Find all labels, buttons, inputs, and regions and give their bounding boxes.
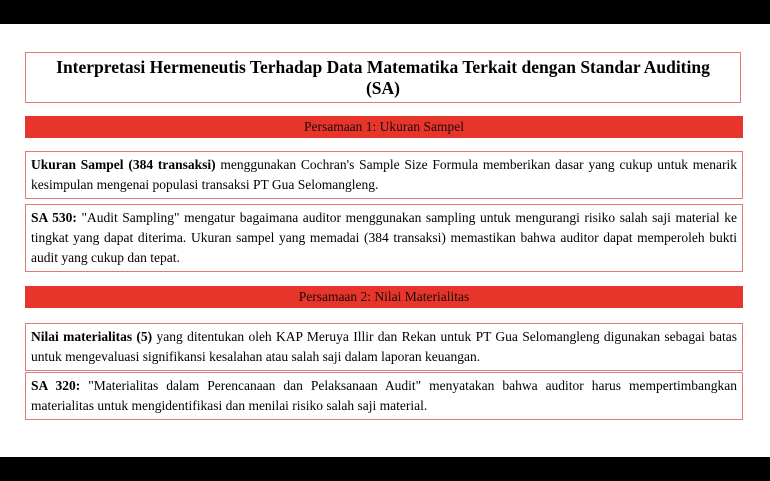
paragraph-text: yang ditentukan oleh KAP Meruya Illir dan Rekan untuk PT Gua Selomangleng digunakan sebagai batas untuk mengevaluasi signifikansi kesalahan atau salah saji dalam laporan keuangan. xyxy=(31,329,737,364)
paragraph-sa-530 xyxy=(25,204,743,272)
section-header-materiality xyxy=(25,286,743,308)
paragraph-lead: SA 320: xyxy=(31,378,81,393)
paragraph-text: "Audit Sampling" mengatur bagaimana auditor menggunakan sampling untuk mengurangi risiko salah saji material ke tingkat yang dapat diterima. Ukuran sampel yang memadai (384 transaksi) memastikan bahwa auditor dapat memperoleh bukti audit yang cukup dan tepat. xyxy=(31,210,738,265)
paragraph-sample-size xyxy=(25,151,743,199)
paragraph-materiality xyxy=(25,323,743,371)
slide-title-text: Interpretasi Hermeneutis Terhadap Data Matematika Terkait dengan Standar Auditing (SA) xyxy=(56,56,710,98)
paragraph-lead: SA 530: xyxy=(31,210,77,225)
section-header-text: Persamaan 2: Nilai Materialitas xyxy=(298,289,470,304)
paragraph-text: menggunakan Cochran's Sample Size Formula memberikan dasar yang cukup untuk menarik kesimpulan mengenai populasi transaksi PT Gua Selomangleng. xyxy=(31,157,737,192)
paragraph-sa-320 xyxy=(25,372,743,420)
paragraph-text: "Materialitas dalam Perencanaan dan Pelaksanaan Audit" menyatakan bahwa auditor harus mempertimbangkan materialitas untuk mengidentifikasi dan menilai risiko salah saji material. xyxy=(31,378,738,413)
slide xyxy=(0,24,770,457)
paragraph-lead: Ukuran Sampel (384 transaksi) xyxy=(31,157,216,172)
section-header-sample-size xyxy=(25,116,743,138)
paragraph-lead: Nilai materialitas (5) xyxy=(31,329,153,344)
section-header-text: Persamaan 1: Ukuran Sampel xyxy=(303,119,465,134)
slide-title xyxy=(25,52,741,103)
